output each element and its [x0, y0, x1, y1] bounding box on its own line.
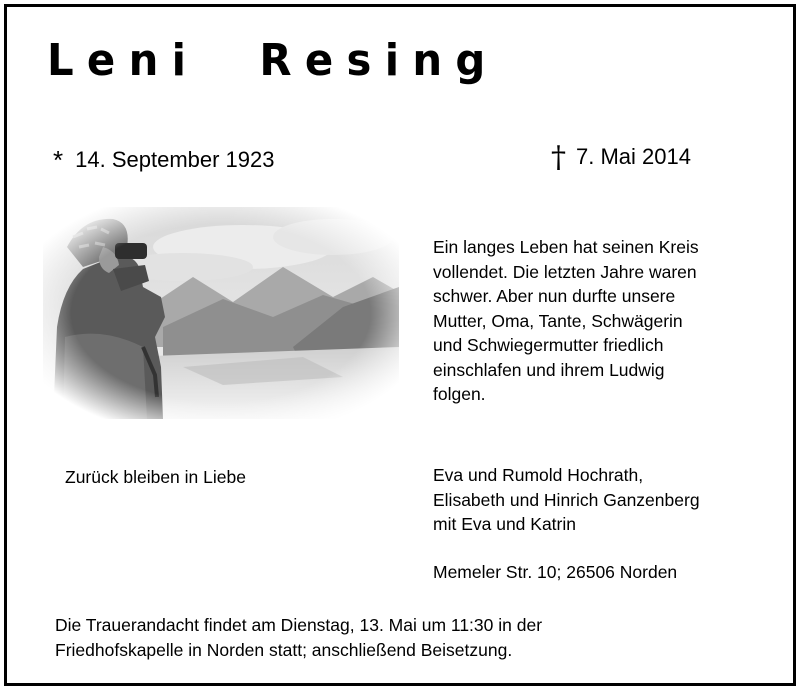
family-line: Eva und Rumold Hochrath, — [433, 465, 644, 485]
death-line — [551, 137, 691, 175]
death-date: 7. Mai 2014 — [576, 144, 691, 169]
poem-line: folgen. — [433, 384, 486, 404]
notice-line: Die Trauerandacht findet am Dienstag, 13. Mai um 11:30 in der — [55, 615, 543, 635]
poem-line: und Schwiegermutter friedlich — [433, 335, 664, 355]
poem-line: Ein langes Leben hat seinen Kreis — [433, 237, 699, 257]
poem-line: vollendet. Die letzten Jahre waren — [433, 261, 697, 282]
memorial-photo — [43, 207, 399, 419]
obituary-frame — [4, 4, 796, 686]
mourners-label: Zurück bleiben in Liebe — [65, 467, 246, 487]
cross-icon: † — [551, 140, 566, 175]
family-line: mit Eva und Katrin — [433, 514, 576, 534]
poem-line: Mutter, Oma, Tante, Schwägerin — [433, 310, 683, 331]
family-list — [433, 463, 700, 537]
photo-woman-with-binoculars-mountains-icon — [43, 207, 399, 419]
poem-line: einschlafen und ihrem Ludwig — [433, 359, 665, 380]
birth-line — [53, 143, 275, 174]
poem-text — [433, 235, 763, 407]
deceased-name: Leni Resing — [47, 35, 499, 86]
family-line: Elisabeth und Hinrich Ganzenberg — [433, 489, 700, 510]
poem-line: schwer. Aber nun durfte unsere — [433, 286, 676, 306]
notice-line: Friedhofskapelle in Norden statt; anschließend Beisetzung. — [55, 639, 513, 660]
funeral-notice — [55, 613, 542, 662]
birth-date: 14. September 1923 — [75, 147, 275, 172]
birth-star-icon: * — [53, 145, 64, 175]
address: Memeler Str. 10; 26506 Norden — [433, 562, 678, 582]
